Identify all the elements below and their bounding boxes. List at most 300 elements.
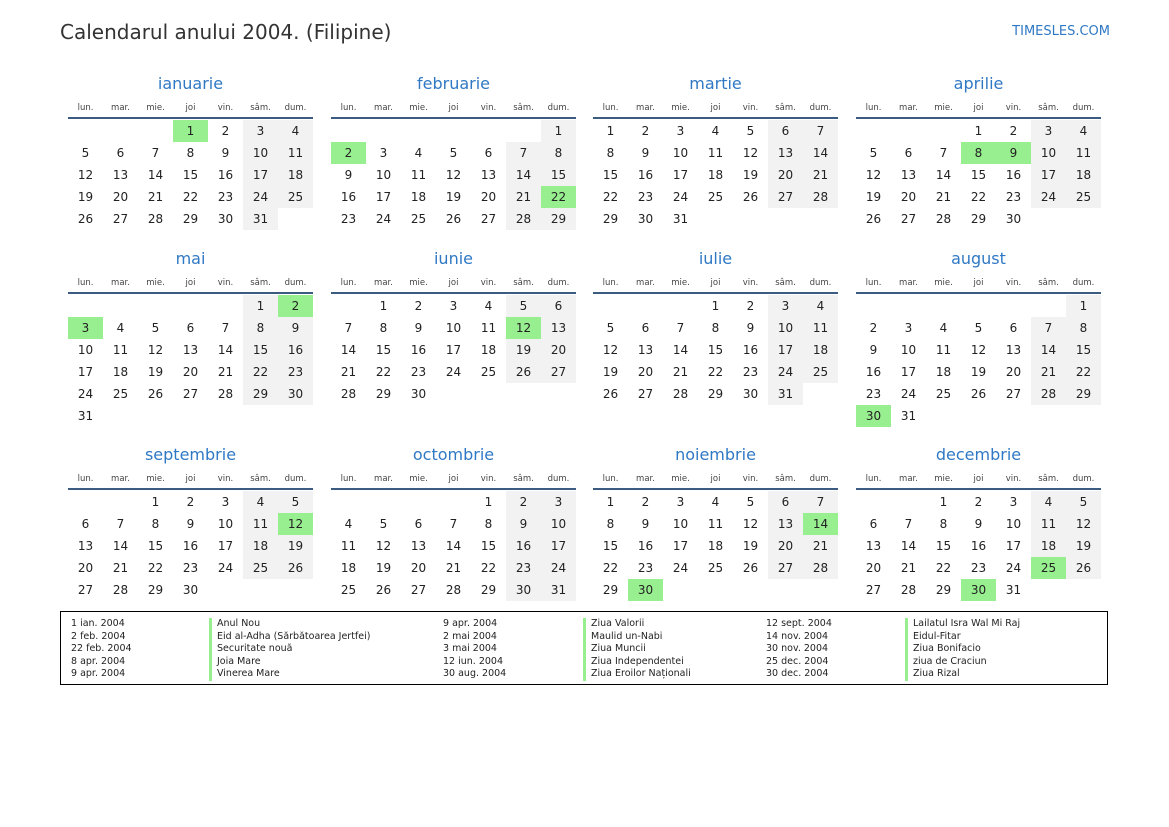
day-cell: 17 [900, 365, 917, 379]
day-cell: 1 [151, 495, 160, 509]
day-cell: 29 [147, 583, 164, 597]
day-cell: 9 [641, 517, 650, 531]
day-cell: 27 [550, 365, 567, 379]
day-cell: 3 [904, 321, 913, 335]
legend-date: 22 feb. 2004 [71, 643, 132, 654]
day-cell: 5 [1079, 495, 1088, 509]
day-cell: 17 [375, 190, 392, 204]
day-cell: 6 [1009, 321, 1018, 335]
day-cell: 19 [970, 365, 987, 379]
weekday-label: dum. [1072, 278, 1095, 288]
legend-date: 9 apr. 2004 [443, 618, 498, 629]
month-title: mai [175, 249, 206, 268]
day-cell: 13 [865, 539, 882, 553]
day-cell: 26 [445, 212, 462, 226]
day-cell: 21 [672, 365, 689, 379]
holiday-day: 22 [541, 186, 576, 208]
legend-holiday-name: ziua de Craciun [905, 656, 1020, 669]
day-cell: 3 [379, 146, 388, 160]
day-cell: 25 [480, 365, 497, 379]
day-cell: 21 [445, 561, 462, 575]
legend-holiday-name: Ziua Valorii [583, 618, 691, 631]
weekday-label: vin. [1005, 278, 1022, 288]
weekday-label: vin. [480, 278, 497, 288]
weekday-label: joi [710, 474, 721, 484]
weekday-label: sâm. [513, 103, 534, 113]
day-cell: 17 [1005, 539, 1022, 553]
day-cell: 10 [445, 321, 462, 335]
weekday-label: sâm. [250, 103, 271, 113]
day-cell: 2 [641, 124, 650, 138]
holiday-day: 2 [331, 142, 366, 164]
day-cell: 20 [777, 168, 794, 182]
day-cell: 18 [252, 539, 269, 553]
day-cell: 12 [147, 343, 164, 357]
weekday-label: lun. [77, 278, 94, 288]
weekday-label: dum. [1072, 474, 1095, 484]
day-cell: 7 [344, 321, 353, 335]
day-cell: 16 [865, 365, 882, 379]
day-cell: 28 [812, 561, 829, 575]
day-cell: 8 [606, 146, 615, 160]
weekday-label: vin. [217, 474, 234, 484]
day-cell: 14 [672, 343, 689, 357]
day-cell: 28 [812, 190, 829, 204]
legend-holiday-name: Joia Mare [209, 656, 370, 669]
day-cell: 21 [515, 190, 532, 204]
day-cell: 29 [480, 583, 497, 597]
day-cell: 6 [781, 124, 790, 138]
day-cell: 8 [554, 146, 563, 160]
day-cell: 17 [550, 539, 567, 553]
day-cell: 24 [777, 365, 794, 379]
weekday-label: mie. [671, 474, 690, 484]
day-cell: 19 [515, 343, 532, 357]
weekday-label: vin. [1005, 103, 1022, 113]
day-cell: 6 [869, 517, 878, 531]
day-cell: 1 [939, 495, 948, 509]
day-cell: 14 [1040, 343, 1057, 357]
weekday-label: joi [973, 103, 984, 113]
day-cell: 5 [746, 495, 755, 509]
holiday-day: 14 [803, 513, 838, 535]
legend-date: 30 aug. 2004 [443, 668, 507, 679]
weekday-label: mar. [111, 474, 130, 484]
day-cell: 20 [182, 365, 199, 379]
day-cell: 9 [291, 321, 300, 335]
day-cell: 23 [410, 365, 427, 379]
legend-dates [766, 618, 832, 681]
day-cell: 29 [375, 387, 392, 401]
day-cell: 11 [340, 539, 357, 553]
day-cell: 9 [974, 517, 983, 531]
day-cell: 6 [904, 146, 913, 160]
day-cell: 14 [217, 343, 234, 357]
day-cell: 8 [606, 517, 615, 531]
weekday-label: mar. [111, 278, 130, 288]
day-cell: 30 [637, 212, 654, 226]
legend-holiday-name: Eidul-Fitar [905, 631, 1020, 644]
day-cell: 26 [375, 583, 392, 597]
day-cell: 8 [379, 321, 388, 335]
weekday-label: lun. [602, 103, 619, 113]
day-cell: 1 [711, 299, 720, 313]
day-cell: 25 [340, 583, 357, 597]
day-cell: 29 [550, 212, 567, 226]
day-cell: 24 [550, 561, 567, 575]
weekday-label: vin. [742, 103, 759, 113]
weekday-label: lun. [865, 474, 882, 484]
day-cell: 5 [291, 495, 300, 509]
legend-names [583, 618, 691, 681]
day-cell: 26 [147, 387, 164, 401]
day-cell: 3 [1044, 124, 1053, 138]
day-cell: 31 [1005, 583, 1022, 597]
day-cell: 31 [900, 409, 917, 423]
month-title: noiembrie [675, 445, 756, 464]
weekday-label: joi [973, 278, 984, 288]
day-cell: 24 [375, 212, 392, 226]
day-cell: 22 [375, 365, 392, 379]
day-cell: 8 [939, 517, 948, 531]
day-cell: 3 [449, 299, 458, 313]
day-cell: 2 [641, 495, 650, 509]
day-cell: 4 [344, 517, 353, 531]
day-cell: 5 [449, 146, 458, 160]
day-cell: 15 [970, 168, 987, 182]
holiday-day: 9 [996, 142, 1031, 164]
weekday-label: sâm. [775, 474, 796, 484]
weekday-label: dum. [284, 103, 307, 113]
day-cell: 28 [900, 583, 917, 597]
day-cell: 17 [672, 539, 689, 553]
day-cell: 18 [1075, 168, 1092, 182]
day-cell: 14 [812, 146, 829, 160]
day-cell: 7 [904, 517, 913, 531]
day-cell: 1 [554, 124, 563, 138]
weekday-label: joi [710, 278, 721, 288]
day-cell: 24 [900, 387, 917, 401]
month-title: decembrie [935, 445, 1022, 464]
weekday-label: mie. [146, 278, 165, 288]
month-title: februarie [416, 74, 491, 93]
day-cell: 8 [151, 517, 160, 531]
day-cell: 10 [550, 517, 567, 531]
day-cell: 5 [151, 321, 160, 335]
day-cell: 6 [554, 299, 563, 313]
weekday-label: lun. [77, 474, 94, 484]
header-rule [68, 292, 313, 294]
day-cell: 14 [900, 539, 917, 553]
day-cell: 5 [746, 124, 755, 138]
day-cell: 4 [414, 146, 423, 160]
header-rule [331, 488, 576, 490]
weekday-label: sâm. [250, 278, 271, 288]
day-cell: 4 [1079, 124, 1088, 138]
day-cell: 29 [602, 212, 619, 226]
day-cell: 25 [707, 561, 724, 575]
day-cell: 2 [519, 495, 528, 509]
day-cell: 19 [865, 190, 882, 204]
day-cell: 11 [252, 517, 269, 531]
day-cell: 19 [602, 365, 619, 379]
weekday-label: lun. [77, 103, 94, 113]
weekday-label: mar. [899, 103, 918, 113]
day-cell: 14 [515, 168, 532, 182]
month-title: octombrie [412, 445, 495, 464]
day-cell: 13 [900, 168, 917, 182]
day-cell: 12 [1075, 517, 1092, 531]
brand-link[interactable]: TIMESLES.COM [1012, 24, 1110, 39]
day-cell: 26 [287, 561, 304, 575]
weekday-label: lun. [340, 278, 357, 288]
legend-holiday-name: Vinerea Mare [209, 668, 370, 681]
day-cell: 20 [112, 190, 129, 204]
weekday-label: mie. [409, 103, 428, 113]
day-cell: 9 [746, 321, 755, 335]
header-rule [331, 117, 576, 119]
header-rule [68, 117, 313, 119]
day-cell: 2 [414, 299, 423, 313]
day-cell: 29 [970, 212, 987, 226]
day-cell: 7 [519, 146, 528, 160]
day-cell: 28 [112, 583, 129, 597]
day-cell: 28 [672, 387, 689, 401]
day-cell: 29 [252, 387, 269, 401]
weekday-label: mie. [409, 278, 428, 288]
weekday-label: sâm. [775, 278, 796, 288]
day-cell: 30 [217, 212, 234, 226]
day-cell: 20 [865, 561, 882, 575]
day-cell: 13 [410, 539, 427, 553]
weekday-label: dum. [547, 278, 570, 288]
weekday-label: mie. [934, 103, 953, 113]
weekday-label: mar. [636, 474, 655, 484]
day-cell: 11 [480, 321, 497, 335]
day-cell: 13 [550, 321, 567, 335]
day-cell: 12 [970, 343, 987, 357]
day-cell: 10 [900, 343, 917, 357]
day-cell: 20 [637, 365, 654, 379]
day-cell: 11 [812, 321, 829, 335]
weekday-label: sâm. [1038, 474, 1059, 484]
day-cell: 28 [217, 387, 234, 401]
day-cell: 17 [217, 539, 234, 553]
day-cell: 23 [637, 190, 654, 204]
weekday-label: dum. [284, 278, 307, 288]
day-cell: 25 [410, 212, 427, 226]
header-rule [331, 292, 576, 294]
day-cell: 1 [484, 495, 493, 509]
day-cell: 2 [974, 495, 983, 509]
day-cell: 6 [781, 495, 790, 509]
day-cell: 15 [147, 539, 164, 553]
day-cell: 13 [1005, 343, 1022, 357]
day-cell: 23 [637, 561, 654, 575]
day-cell: 15 [480, 539, 497, 553]
day-cell: 5 [519, 299, 528, 313]
page-title: Calendarul anului 2004. (Filipine) [60, 20, 392, 44]
weekday-label: mie. [934, 474, 953, 484]
day-cell: 7 [116, 517, 125, 531]
day-cell: 7 [221, 321, 230, 335]
day-cell: 19 [287, 539, 304, 553]
day-cell: 24 [252, 190, 269, 204]
day-cell: 11 [707, 517, 724, 531]
day-cell: 15 [707, 343, 724, 357]
legend-date: 8 apr. 2004 [71, 655, 126, 667]
weekday-label: mie. [409, 474, 428, 484]
day-cell: 4 [116, 321, 125, 335]
day-cell: 3 [781, 299, 790, 313]
day-cell: 9 [519, 517, 528, 531]
day-cell: 15 [602, 539, 619, 553]
day-cell: 11 [1075, 146, 1092, 160]
weekday-label: sâm. [250, 474, 271, 484]
weekday-label: mie. [146, 103, 165, 113]
day-cell: 2 [221, 124, 230, 138]
day-cell: 16 [742, 343, 759, 357]
weekday-label: joi [185, 103, 196, 113]
day-cell: 28 [340, 387, 357, 401]
month-title: septembrie [144, 445, 237, 464]
weekday-label: joi [448, 103, 459, 113]
day-cell: 24 [217, 561, 234, 575]
weekday-label: dum. [284, 474, 307, 484]
legend-date: 14 nov. 2004 [766, 630, 829, 642]
day-cell: 30 [287, 387, 304, 401]
weekday-label: mie. [671, 278, 690, 288]
day-cell: 16 [515, 539, 532, 553]
day-cell: 7 [1044, 321, 1053, 335]
day-cell: 21 [217, 365, 234, 379]
weekday-label: vin. [480, 103, 497, 113]
day-cell: 16 [637, 539, 654, 553]
day-cell: 21 [900, 561, 917, 575]
weekday-label: lun. [340, 474, 357, 484]
weekday-label: joi [185, 474, 196, 484]
day-cell: 24 [672, 190, 689, 204]
day-cell: 2 [869, 321, 878, 335]
day-cell: 16 [637, 168, 654, 182]
day-cell: 13 [480, 168, 497, 182]
day-cell: 27 [865, 583, 882, 597]
day-cell: 11 [707, 146, 724, 160]
day-cell: 14 [935, 168, 952, 182]
day-cell: 22 [970, 190, 987, 204]
day-cell: 1 [606, 495, 615, 509]
day-cell: 15 [182, 168, 199, 182]
day-cell: 7 [151, 146, 160, 160]
day-cell: 21 [1040, 365, 1057, 379]
weekday-label: mie. [934, 278, 953, 288]
day-cell: 10 [217, 517, 234, 531]
day-cell: 4 [256, 495, 265, 509]
weekday-label: lun. [602, 278, 619, 288]
day-cell: 18 [707, 539, 724, 553]
day-cell: 23 [182, 561, 199, 575]
day-cell: 15 [550, 168, 567, 182]
legend-holiday-name: Anul Nou [209, 618, 370, 631]
day-cell: 10 [777, 321, 794, 335]
legend-date: 2 feb. 2004 [71, 630, 126, 642]
day-cell: 28 [515, 212, 532, 226]
legend-holiday-name: Ziua Muncii [583, 643, 691, 656]
day-cell: 4 [291, 124, 300, 138]
legend-dates [71, 618, 132, 681]
day-cell: 6 [414, 517, 423, 531]
day-cell: 25 [1075, 190, 1092, 204]
day-cell: 9 [344, 168, 353, 182]
weekday-label: vin. [217, 278, 234, 288]
day-cell: 26 [1075, 561, 1092, 575]
day-cell: 22 [252, 365, 269, 379]
day-cell: 23 [217, 190, 234, 204]
day-cell: 27 [777, 561, 794, 575]
weekday-label: dum. [1072, 103, 1095, 113]
day-cell: 15 [375, 343, 392, 357]
weekday-label: mar. [374, 103, 393, 113]
day-cell: 19 [1075, 539, 1092, 553]
weekday-label: mar. [111, 103, 130, 113]
day-cell: 13 [112, 168, 129, 182]
day-cell: 29 [707, 387, 724, 401]
day-cell: 13 [777, 517, 794, 531]
day-cell: 16 [217, 168, 234, 182]
day-cell: 24 [1005, 561, 1022, 575]
day-cell: 30 [410, 387, 427, 401]
day-cell: 7 [816, 124, 825, 138]
day-cell: 9 [869, 343, 878, 357]
day-cell: 3 [256, 124, 265, 138]
day-cell: 18 [112, 365, 129, 379]
legend-holiday-name: Ziua Eroilor Naționali [583, 668, 691, 681]
day-cell: 31 [252, 212, 269, 226]
day-cell: 23 [340, 212, 357, 226]
header-rule [856, 117, 1101, 119]
day-cell: 19 [375, 561, 392, 575]
day-cell: 21 [112, 561, 129, 575]
weekday-label: vin. [742, 474, 759, 484]
day-cell: 22 [147, 561, 164, 575]
day-cell: 31 [777, 387, 794, 401]
weekday-label: mar. [636, 278, 655, 288]
legend-date: 3 mai 2004 [443, 643, 497, 654]
day-cell: 2 [746, 299, 755, 313]
day-cell: 24 [1040, 190, 1057, 204]
day-cell: 17 [777, 343, 794, 357]
legend-holiday-name: Securitate nouă [209, 643, 370, 656]
day-cell: 15 [935, 539, 952, 553]
day-cell: 16 [970, 539, 987, 553]
day-cell: 11 [287, 146, 304, 160]
day-cell: 29 [602, 583, 619, 597]
legend-holiday-name: Eid al-Adha (Sărbătoarea Jertfei) [209, 631, 370, 644]
legend-holiday-name: Lailatul Isra Wal Mi Raj [905, 618, 1020, 631]
day-cell: 6 [81, 517, 90, 531]
day-cell: 6 [186, 321, 195, 335]
weekday-label: mar. [374, 278, 393, 288]
day-cell: 31 [550, 583, 567, 597]
day-cell: 3 [676, 495, 685, 509]
day-cell: 1 [1079, 299, 1088, 313]
day-cell: 16 [287, 343, 304, 357]
day-cell: 5 [606, 321, 615, 335]
day-cell: 20 [480, 190, 497, 204]
header-rule [856, 488, 1101, 490]
day-cell: 12 [445, 168, 462, 182]
weekday-label: sâm. [775, 103, 796, 113]
